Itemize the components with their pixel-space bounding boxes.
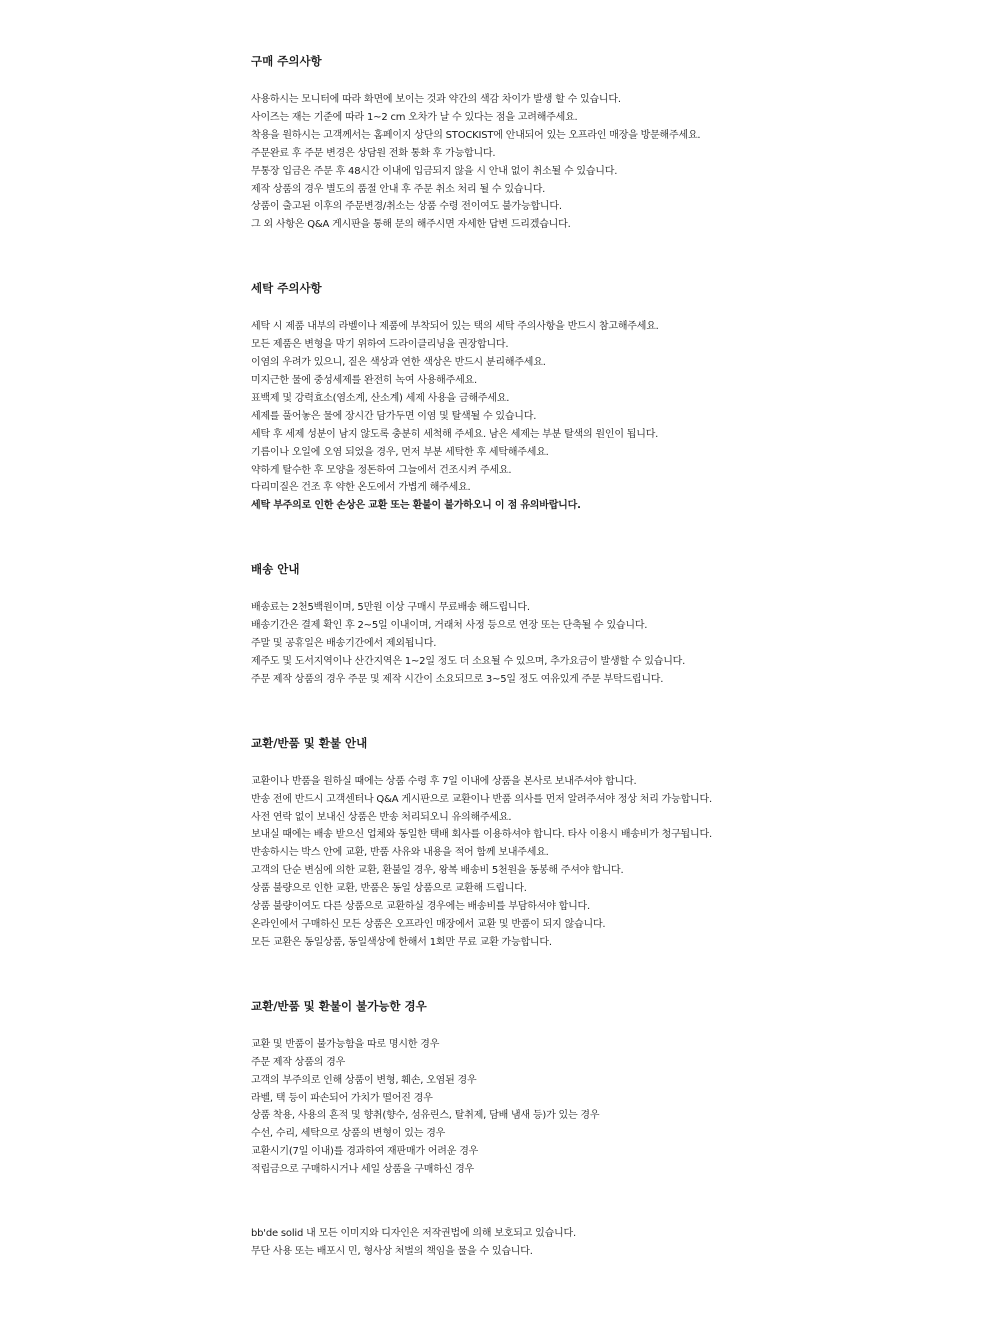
notice-line: 보내실 때에는 배송 받으신 업체와 동일한 택배 회사를 이용하셔야 합니다. 타사 이용시 배송비가 청구됩니다. xyxy=(251,829,712,841)
section-title: 교환/반품 및 환불 안내 xyxy=(251,735,368,750)
section-title: 교환/반품 및 환불이 불가능한 경우 xyxy=(251,998,427,1013)
notice-line: 고객의 단순 변심에 의한 교환, 환불일 경우, 왕복 배송비 5천원을 동봉해 주셔야 합니다. xyxy=(251,865,624,877)
shipping-info-section xyxy=(251,561,811,689)
notice-line: 약하게 탈수한 후 모양을 정돈하여 그늘에서 건조시켜 주세요. xyxy=(251,464,512,476)
section-title: 배송 안내 xyxy=(251,562,300,577)
section-title: 세탁 주의사항 xyxy=(251,281,322,296)
notice-line: 무통장 입금은 주문 후 48시간 이내에 입금되지 않을 시 안내 없이 취소될 수 있습니다. xyxy=(251,165,618,177)
notice-line: 제작 상품의 경우 별도의 품절 안내 후 주문 취소 처리 될 수 있습니다. xyxy=(251,183,546,195)
notice-line: 기름이나 오일에 오염 되었을 경우, 먼저 부분 세탁한 후 세탁해주세요. xyxy=(251,446,549,458)
notice-line: 배송기간은 결제 확인 후 2~5일 이내이며, 거래처 사정 등으로 연장 또는 단축될 수 있습니다. xyxy=(251,620,648,632)
notice-line: 상품 불량으로 인한 교환, 반품은 동일 상품으로 교환해 드립니다. xyxy=(251,883,527,895)
notice-line: 사전 연락 없이 보내신 상품은 반송 처리되오니 유의해주세요. xyxy=(251,811,512,823)
section-body xyxy=(251,773,811,952)
section-body xyxy=(251,318,811,515)
notice-line: 반송 전에 반드시 고객센터나 Q&A 게시판으로 교환이나 반품 의사를 먼저 알려주셔야 정상 처리 가능합니다. xyxy=(251,793,712,805)
copyright-line: 무단 사용 또는 배포시 민, 형사상 처벌의 책임을 물을 수 있습니다. xyxy=(251,1245,533,1257)
notice-line: 교환시기(7일 이내)를 경과하여 재판매가 어려운 경우 xyxy=(251,1146,479,1158)
notice-line: 모든 교환은 동일상품, 동일색상에 한해서 1회만 무료 교환 가능합니다. xyxy=(251,936,552,948)
notice-line: 온라인에서 구매하신 모든 상품은 오프라인 매장에서 교환 및 반품이 되지 않습니다. xyxy=(251,919,606,930)
notice-line: 상품 착용, 사용의 흔적 및 향취(향수, 섬유린스, 탈취제, 담배 냄새 등)가 있는 경우 xyxy=(251,1110,600,1122)
notice-line: 다리미질은 건조 후 약한 온도에서 가볍게 해주세요. xyxy=(251,482,471,494)
notice-line: 이염의 우려가 있으니, 짙은 색상과 연한 색상은 반드시 분리해주세요. xyxy=(251,357,546,369)
notice-line: 교환 및 반품이 불가능함을 따로 명시한 경우 xyxy=(251,1038,440,1050)
exchange-return-section xyxy=(251,735,811,952)
notice-line: 주문완료 후 주문 변경은 상담원 전화 통화 후 가능합니다. xyxy=(251,147,496,159)
non-refundable-section xyxy=(251,998,811,1179)
notice-line: 주문 제작 상품의 경우 주문 및 제작 시간이 소요되므로 3~5일 정도 여유있게 주문 부탁드립니다. xyxy=(251,673,664,685)
notice-line: 착용을 원하시는 고객께서는 홈페이지 상단의 STOCKIST에 안내되어 있는 오프라인 매장을 방문해주세요. xyxy=(251,129,701,141)
notice-line: 사용하시는 모니터에 따라 화면에 보이는 것과 약간의 색감 차이가 발생 할 수 있습니다. xyxy=(251,94,621,105)
notice-line: 수선, 수리, 세탁으로 상품의 변형이 있는 경우 xyxy=(251,1128,446,1140)
notice-line: 그 외 사항은 Q&A 게시판을 통해 문의 해주시면 자세한 답변 드리겠습니다. xyxy=(251,219,571,231)
notice-line: 라벨, 택 등이 파손되어 가치가 떨어진 경우 xyxy=(251,1092,433,1104)
notice-line: 적립금으로 구매하시거나 세일 상품을 구매하신 경우 xyxy=(251,1164,475,1176)
notice-line: 세제를 풀어놓은 물에 장시간 담가두면 이염 및 탈색될 수 있습니다. xyxy=(251,410,537,422)
section-body xyxy=(251,599,811,689)
notice-line: 표백제 및 강력효소(염소계, 산소계) 세제 사용을 금해주세요. xyxy=(251,392,510,404)
copyright-line: bb'de solid 내 모든 이미지와 디자인은 저작권법에 의해 보호되고 있습니다. xyxy=(251,1228,576,1240)
notice-line: 제주도 및 도서지역이나 산간지역은 1~2일 정도 더 소요될 수 있으며, 추가요금이 발생할 수 있습니다. xyxy=(251,655,686,667)
notice-line: 모든 제품은 변형을 막기 위하여 드라이클리닝을 권장합니다. xyxy=(251,339,509,351)
warning-line: 세탁 부주의로 인한 손상은 교환 또는 환불이 불가하오니 이 점 유의바랍니다. xyxy=(251,500,581,512)
section-body xyxy=(251,1036,811,1179)
notice-line: 사이즈는 재는 기준에 따라 1~2 cm 오차가 날 수 있다는 점을 고려해주세요. xyxy=(251,111,578,123)
notice-line: 세탁 후 세제 성분이 남지 않도록 충분히 세척해 주세요. 남은 세제는 부분 탈색의 원인이 됩니다. xyxy=(251,428,659,440)
notice-line: 상품 불량이여도 다른 상품으로 교환하실 경우에는 배송비를 부담하셔야 합니다. xyxy=(251,901,590,913)
notice-line: 주문 제작 상품의 경우 xyxy=(251,1056,346,1068)
notice-line: 고객의 부주의로 인해 상품이 변형, 훼손, 오염된 경우 xyxy=(251,1074,477,1086)
copyright-notice xyxy=(251,1225,811,1261)
notice-line: 교환이나 반품을 원하실 때에는 상품 수령 후 7일 이내에 상품을 본사로 보내주셔야 합니다. xyxy=(251,775,637,787)
notice-line: 주말 및 공휴일은 배송기간에서 제외됩니다. xyxy=(251,638,437,650)
notice-line: 반송하시는 박스 안에 교환, 반품 사유와 내용을 적어 함께 보내주세요. xyxy=(251,847,549,859)
notice-line: 배송료는 2천5백원이며, 5만원 이상 구매시 무료배송 해드립니다. xyxy=(251,602,530,614)
section-body xyxy=(251,91,811,234)
notice-line: 상품이 출고된 이후의 주문변경/취소는 상품 수령 전이여도 불가능합니다. xyxy=(251,201,562,213)
purchase-notice-section xyxy=(251,53,811,234)
laundry-notice-section xyxy=(251,280,811,515)
notice-content xyxy=(251,53,811,1261)
section-title: 구매 주의사항 xyxy=(251,54,322,68)
notice-line: 미지근한 물에 중성세제를 완전히 녹여 사용해주세요. xyxy=(251,374,477,386)
notice-line: 세탁 시 제품 내부의 라벨이나 제품에 부착되어 있는 택의 세탁 주의사항을 반드시 참고해주세요. xyxy=(251,321,659,333)
